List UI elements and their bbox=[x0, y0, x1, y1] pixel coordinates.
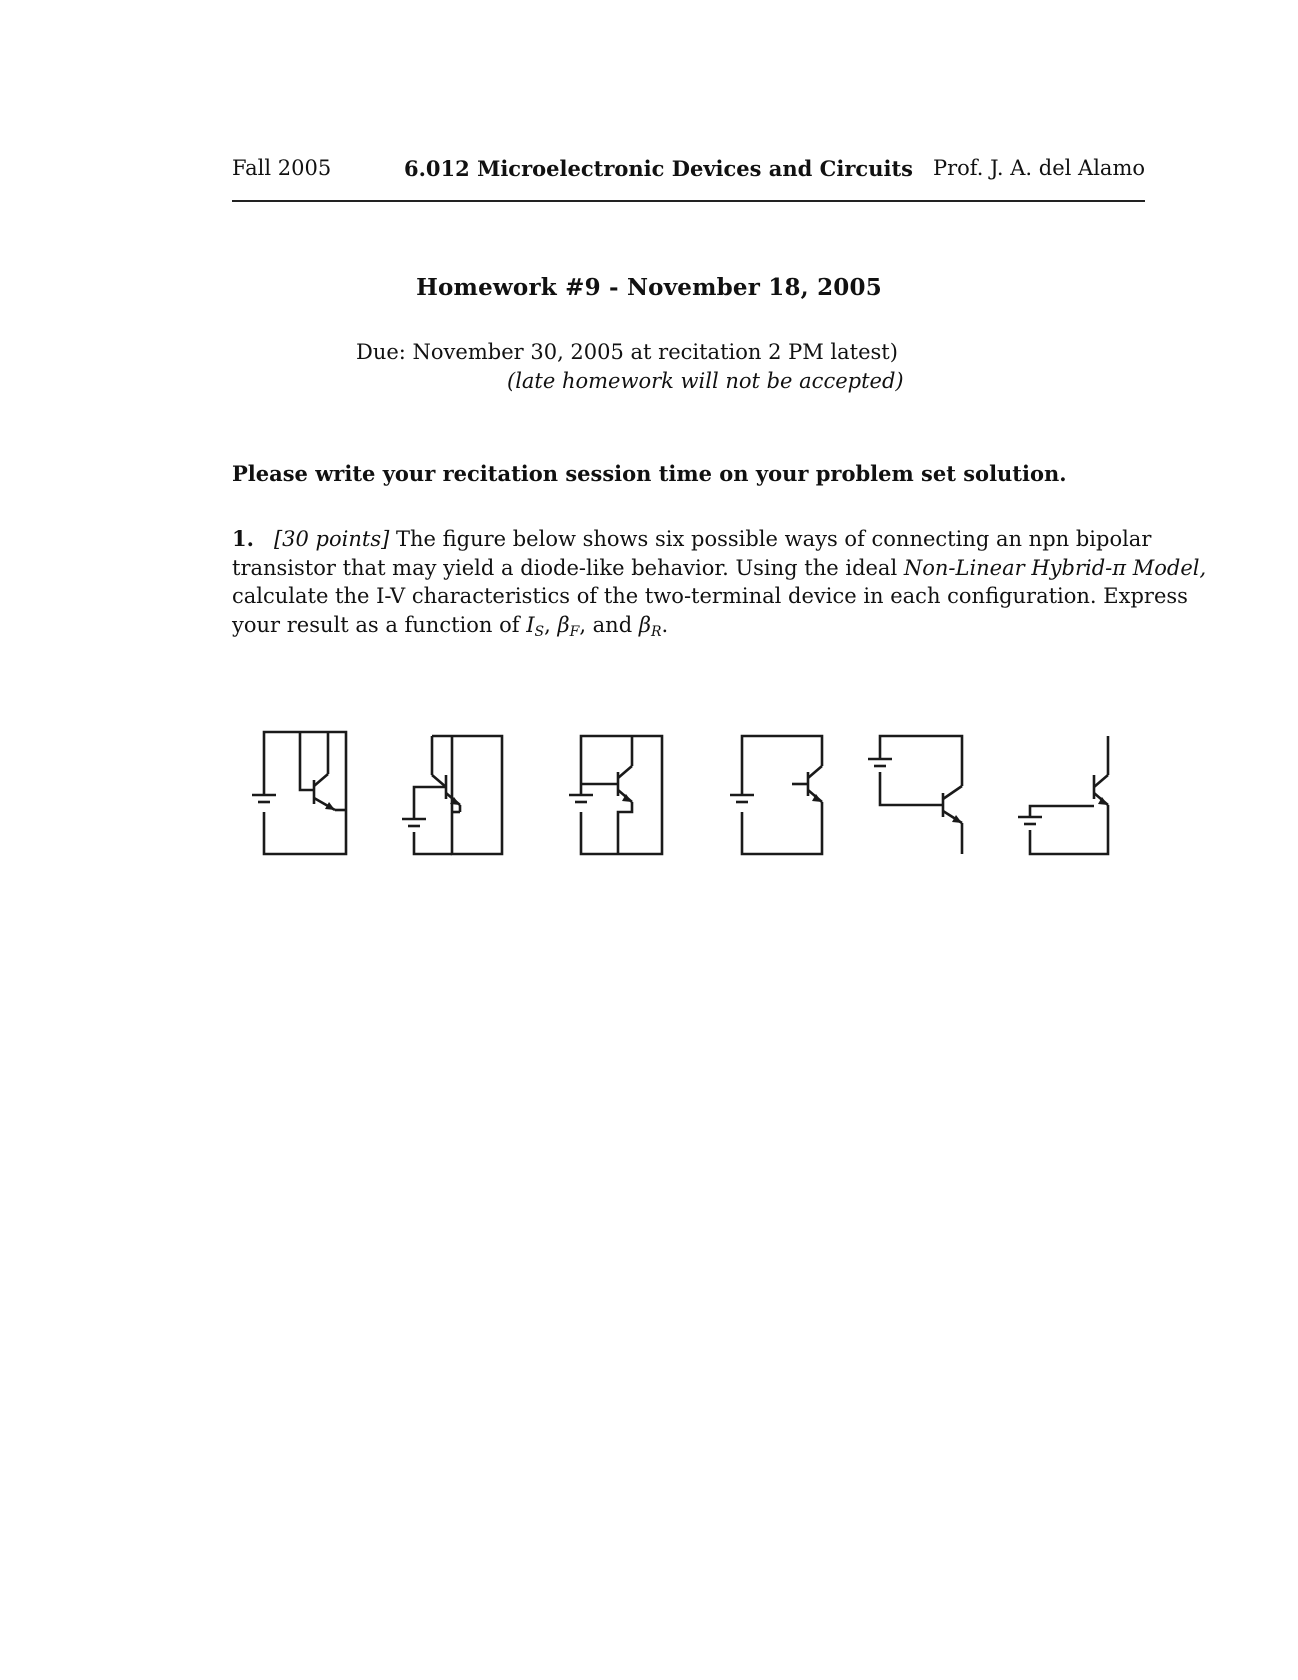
problem-text-4: your result as a function of bbox=[232, 612, 520, 637]
page-header bbox=[232, 156, 1145, 186]
symbol-is: $I_S$ bbox=[526, 612, 545, 640]
header-course: 6.012 Microelectronic Devices and Circuits bbox=[404, 156, 913, 181]
circuit-5 bbox=[868, 736, 962, 854]
problem-text-1: The figure below shows six possible ways of connecting an npn bipolar bbox=[395, 527, 1152, 551]
circuit-3 bbox=[569, 736, 662, 854]
homework-title: Homework #9 - November 18, 2005 bbox=[416, 274, 882, 301]
problem-number: 1. bbox=[232, 526, 254, 551]
symbol-beta-f: $\beta_F$ bbox=[557, 612, 580, 640]
problem-line-4: your result as a function of $I_S$, $\beta_F$, and $\beta_R$. bbox=[232, 612, 669, 640]
model-name: Non-Linear Hybrid-π Model, bbox=[903, 555, 1207, 580]
late-policy-note: (late homework will not be accepted) bbox=[507, 369, 904, 393]
circuit-2 bbox=[402, 736, 502, 854]
circuit-6 bbox=[1018, 736, 1108, 854]
circuit-1 bbox=[252, 732, 346, 854]
transistor-configurations-figure bbox=[232, 720, 1152, 870]
recitation-instruction: Please write your recitation session time on your problem set solution. bbox=[232, 461, 1067, 486]
problem-line-2 bbox=[232, 554, 1207, 583]
symbol-beta-r: $\beta_R$ bbox=[638, 612, 662, 640]
header-term: Fall 2005 bbox=[232, 156, 332, 180]
header-rule bbox=[232, 200, 1145, 202]
due-date: Due: November 30, 2005 at recitation 2 PM latest) bbox=[356, 340, 898, 364]
header-instructor: Prof. J. A. del Alamo bbox=[932, 156, 1145, 180]
circuit-4 bbox=[730, 736, 822, 854]
problem-line-3: calculate the I-V characteristics of the two-terminal device in each configuration. Express bbox=[232, 584, 1188, 608]
problem-1 bbox=[232, 525, 1207, 640]
problem-line-1 bbox=[232, 525, 1152, 554]
problem-points: [30 points] bbox=[273, 527, 390, 551]
problem-text-2: transistor that may yield a diode-like behavior. Using the ideal bbox=[232, 555, 898, 580]
